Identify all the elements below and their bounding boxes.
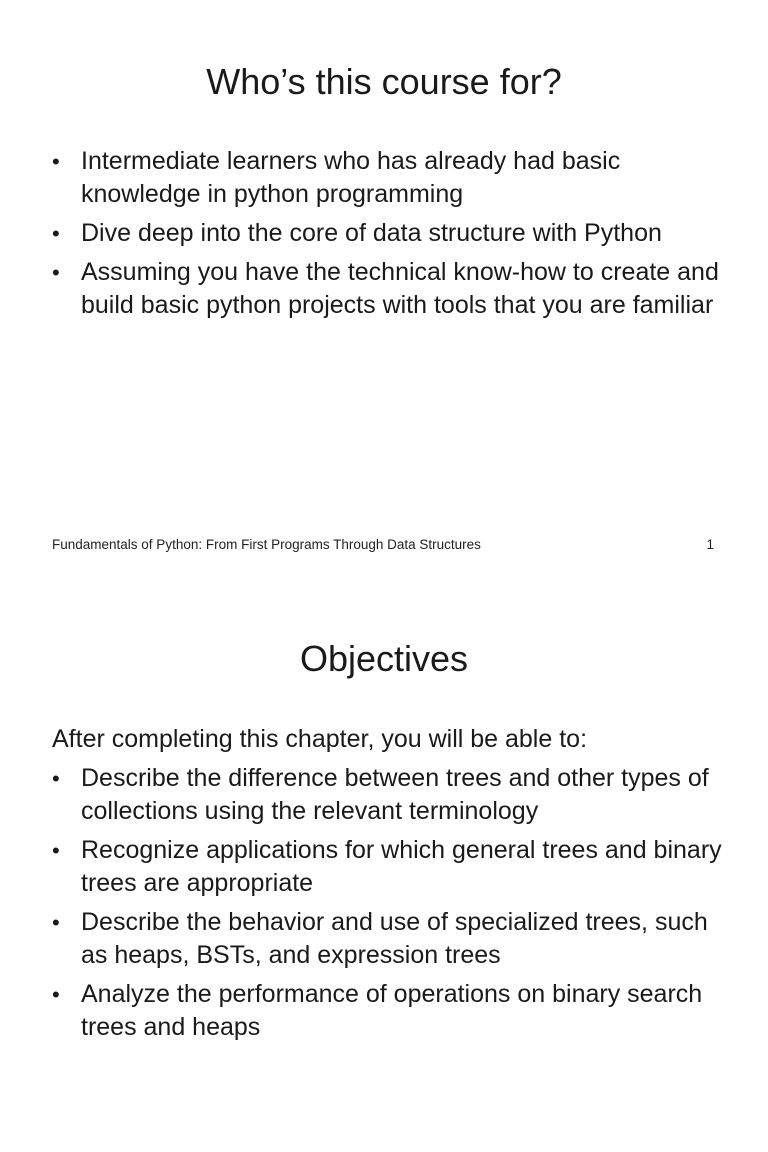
bullet-icon: • [52,149,60,174]
bullet-icon: • [52,982,60,1007]
slide-objectives [0,576,768,1152]
bullet-text: Analyze the performance of operations on binary search trees and heaps [81,980,703,1041]
bullet-item [52,906,722,972]
intro-text: After completing this chapter, you will be able to: [52,725,588,753]
slide-title: Objectives [299,638,469,679]
bullet-list [52,762,722,1050]
slide-title: Who’s this course for? [206,61,562,102]
bullet-text: Intermediate learners who has already had basic knowledge in python programming [81,147,621,208]
page-number: 1 [706,537,714,552]
bullet-text: Describe the behavior and use of specialized trees, such as heaps, BSTs, and expression trees [81,908,708,969]
bullet-icon: • [52,838,60,863]
bullet-icon: • [52,221,60,246]
bullet-item [52,834,722,900]
bullet-list [52,145,722,328]
bullet-item [52,217,722,250]
slide-footer: Fundamentals of Python: From First Programs Through Data Structures [52,537,481,552]
bullet-text: Describe the difference between trees and other types of collections using the relevant terminology [81,764,709,825]
bullet-icon: • [52,910,60,935]
bullet-item [52,978,722,1044]
bullet-text: Assuming you have the technical know-how to create and build basic python projects with tools that you are familiar [81,258,719,319]
bullet-icon: • [52,260,60,285]
bullet-item [52,256,722,322]
bullet-text: Recognize applications for which general trees and binary trees are appropriate [81,836,722,897]
bullet-item [52,762,722,828]
bullet-item [52,145,722,211]
bullet-text: Dive deep into the core of data structure with Python [81,219,662,247]
bullet-icon: • [52,766,60,791]
